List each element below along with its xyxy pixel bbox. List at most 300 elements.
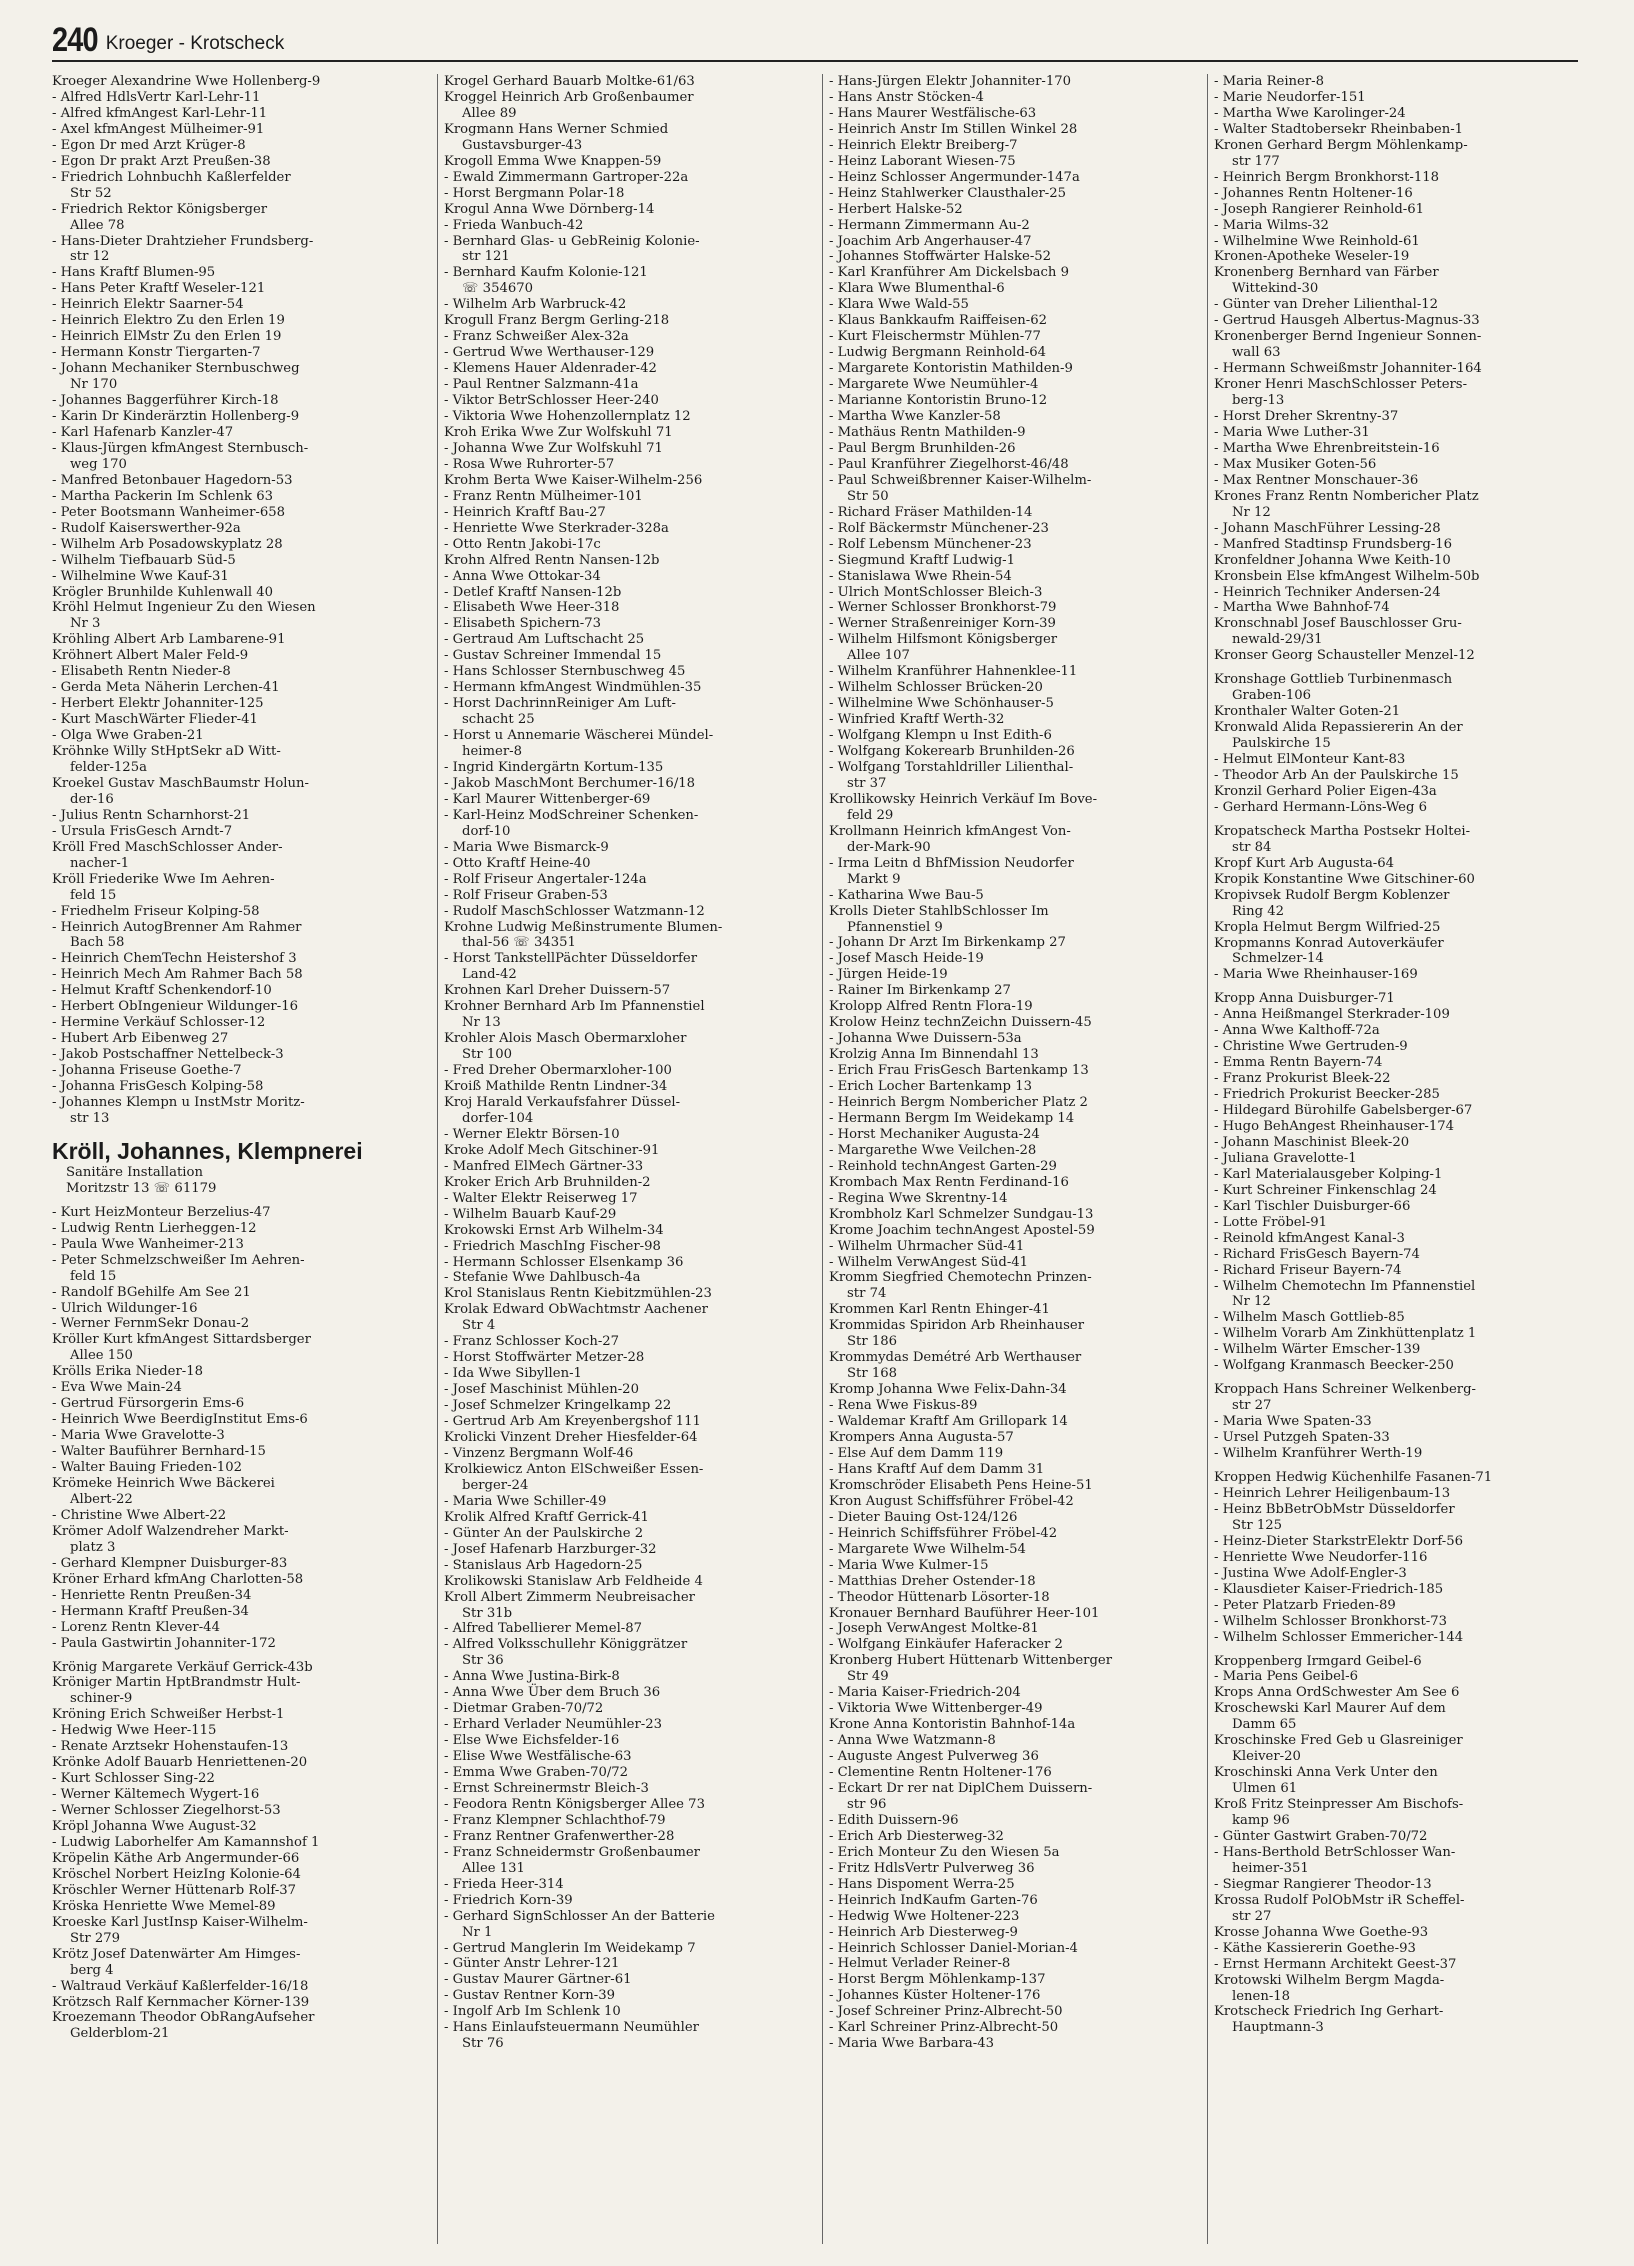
directory-entry: - Johanna Wwe Duissern-53a [829, 1031, 1022, 1047]
column-3 [822, 74, 1189, 2244]
directory-entry: - Jakob Postschaffner Nettelbeck-3 [52, 1047, 284, 1063]
directory-entry: Kröska Henriette Wwe Memel-89 [52, 1898, 276, 1914]
directory-entry: Str 76 [462, 2036, 504, 2052]
directory-entry: - Ernst Schreinermstr Bleich-3 [444, 1780, 649, 1796]
directory-entry: - Werner Elektr Börsen-10 [444, 1126, 620, 1142]
directory-entry: - Manfred ElMech Gärtner-33 [444, 1158, 644, 1174]
directory-entry: Pfannenstiel 9 [847, 919, 943, 935]
directory-entry: felder-125a [70, 759, 147, 775]
directory-entry: Str 31b [462, 1605, 513, 1621]
directory-entry: - Herbert Halske-52 [829, 201, 963, 217]
directory-entry: - Heinrich Elektro Zu den Erlen 19 [52, 313, 285, 329]
directory-entry: Kröning Erich Schweißer Herbst-1 [52, 1707, 285, 1723]
directory-entry: Markt 9 [847, 871, 901, 887]
directory-entry: Kroj Harald Verkaufsfahrer Düssel- [444, 1095, 681, 1110]
directory-entry: - Rolf Friseur Angertaler-124a [444, 871, 647, 887]
directory-entry: - Ingrid Kindergärtn Kortum-135 [444, 759, 664, 775]
directory-entry: Kromschröder Elisabeth Pens Heine-51 [829, 1477, 1093, 1493]
directory-entry: - Josef Maschinist Mühlen-20 [444, 1382, 639, 1398]
directory-entry: - Richard Friseur Bayern-74 [1214, 1262, 1402, 1278]
directory-entry: Graben-106 [1232, 688, 1312, 704]
directory-entry: - Martha Packerin Im Schlenk 63 [52, 488, 273, 504]
directory-entry: - Käthe Kassiererin Goethe-93 [1214, 1940, 1416, 1956]
directory-entry: - Franz Rentner Grafenwerther-28 [444, 1828, 675, 1844]
column-4 [1207, 74, 1574, 2244]
directory-entry: - Henriette Wwe Neudorfer-116 [1214, 1549, 1428, 1565]
directory-entry: - Wilhelm Hilfsmont Königsberger [829, 632, 1058, 648]
directory-entry: - Marianne Kontoristin Bruno-12 [829, 393, 1048, 409]
directory-entry: - Hans Einlaufsteuermann Neumühler [444, 2020, 699, 2036]
directory-entry: - Maria Wwe Schiller-49 [444, 1493, 607, 1509]
directory-entry: - Heinrich Techniker Andersen-24 [1214, 584, 1441, 600]
directory-entry: - Gerda Meta Näherin Lerchen-41 [52, 680, 280, 696]
directory-entry: - Juliana Gravelotte-1 [1214, 1150, 1357, 1166]
directory-entry: - Joseph VerwAngest Moltke-81 [829, 1621, 1039, 1637]
directory-entry: - Franz Klempner Schlachthof-79 [444, 1812, 666, 1828]
directory-entry: Krohm Berta Wwe Kaiser-Wilhelm-256 [444, 472, 703, 488]
directory-entry: Str 49 [847, 1669, 889, 1685]
directory-entry: feld 15 [70, 887, 117, 903]
directory-entry: - Karl Materialausgeber Kolping-1 [1214, 1166, 1443, 1182]
directory-entry: - Alfred Tabellierer Memel-87 [444, 1621, 643, 1637]
directory-entry: - Reinhold technAngest Garten-29 [829, 1158, 1057, 1174]
directory-entry: berger-24 [462, 1477, 529, 1493]
directory-entry: - Gerhard Hermann-Löns-Weg 6 [1214, 799, 1428, 815]
directory-entry: - Karl Maurer Wittenberger-69 [444, 791, 651, 807]
directory-entry: Kröhnke Willy StHptSekr aD Witt- [52, 744, 281, 760]
directory-entry: - Franz Schneidermstr Großenbaumer [444, 1844, 700, 1860]
directory-entry: - Hans Schlosser Sternbuschweg 45 [444, 664, 686, 680]
directory-columns [52, 74, 1578, 2244]
directory-entry: - Hans Peter Kraftf Weseler-121 [52, 281, 266, 297]
directory-entry: - Werner Straßenreiniger Korn-39 [829, 616, 1056, 632]
directory-entry: - Edith Duissern-96 [829, 1812, 959, 1828]
directory-entry: - Heinrich Schlosser Daniel-Morian-4 [829, 1940, 1078, 1956]
directory-entry: Kleiver-20 [1232, 1749, 1301, 1765]
directory-entry: Kronen-Apotheke Weseler-19 [1214, 249, 1410, 265]
directory-entry: Kroeske Karl JustInsp Kaiser-Wilhelm- [52, 1914, 308, 1930]
directory-entry: - Max Musiker Goten-56 [1214, 456, 1377, 472]
directory-entry: - Clementine Rentn Holtener-176 [829, 1765, 1052, 1781]
directory-entry: Krohne Ludwig Meßinstrumente Blumen- [444, 919, 723, 935]
directory-entry: Paulskirche 15 [1232, 736, 1331, 752]
directory-entry: - Ulrich MontSchlosser Bleich-3 [829, 584, 1043, 600]
directory-entry: - Heinrich Schiffsführer Fröbel-42 [829, 1525, 1058, 1541]
directory-entry: - Henriette Rentn Preußen-34 [52, 1587, 252, 1603]
directory-entry: Nr 13 [462, 1015, 501, 1031]
directory-entry: Kröschler Werner Hüttenarb Rolf-37 [52, 1882, 297, 1898]
directory-entry: - Viktoria Wwe Wittenberger-49 [829, 1701, 1043, 1717]
directory-entry: Kronthaler Walter Goten-21 [1214, 704, 1401, 720]
directory-entry: - Frieda Wanbuch-42 [444, 217, 584, 233]
directory-entry: Krogmann Hans Werner Schmied [444, 121, 669, 137]
ad-line-1: Sanitäre Installation [66, 1164, 203, 1180]
directory-entry: - Eckart Dr rer nat DiplChem Duissern- [829, 1780, 1093, 1796]
directory-entry: - Wolfgang Einkäufer Haferacker 2 [829, 1637, 1063, 1653]
directory-entry: - Viktoria Wwe Hohenzollernplatz 12 [444, 409, 691, 425]
directory-entry: Str 52 [70, 185, 112, 201]
directory-entry: Krölls Erika Nieder-18 [52, 1364, 204, 1380]
directory-entry: - Gertrud Hausgeh Albertus-Magnus-33 [1214, 313, 1480, 329]
directory-entry: - Friedhelm Friseur Kolping-58 [52, 903, 260, 919]
directory-entry: - Kurt Schlosser Sing-22 [52, 1771, 215, 1787]
directory-entry: - Matthias Dreher Ostender-18 [829, 1573, 1036, 1589]
directory-entry: - Karl Tischler Duisburger-66 [1214, 1198, 1411, 1214]
directory-entry: - Jürgen Heide-19 [829, 967, 948, 983]
directory-entry: - Josef Schmelzer Kringelkamp 22 [444, 1398, 672, 1414]
directory-entry: - Jakob MaschMont Berchumer-16/18 [444, 775, 696, 791]
directory-entry: - Josef Schreiner Prinz-Albrecht-50 [829, 2004, 1063, 2020]
directory-entry: Kroner Henri MaschSchlosser Peters- [1214, 377, 1468, 393]
directory-entry: Krolkiewicz Anton ElSchweißer Essen- [444, 1461, 704, 1477]
directory-entry: - Egon Dr med Arzt Krüger-8 [52, 137, 246, 153]
directory-entry: Nr 1 [462, 1924, 493, 1940]
directory-entry: - Erhard Verlader Neumühler-23 [444, 1717, 663, 1733]
directory-entry: - Rainer Im Birkenkamp 27 [829, 983, 1011, 999]
directory-entry: - Peter Platzarb Frieden-89 [1214, 1597, 1396, 1613]
directory-entry: Wittekind-30 [1232, 281, 1319, 297]
directory-entry: - Wilhelm Schlosser Brücken-20 [829, 680, 1043, 696]
directory-entry: - Wilhelm Arb Warbruck-42 [444, 297, 627, 313]
directory-entry: Kroker Erich Arb Bruhnilden-2 [444, 1174, 651, 1190]
directory-entry: Str 125 [1232, 1517, 1283, 1533]
directory-entry: - Regina Wwe Skrentny-14 [829, 1190, 1008, 1206]
directory-entry: str 74 [847, 1286, 887, 1302]
directory-entry: - Hermann Konstr Tiergarten-7 [52, 345, 261, 361]
directory-entry: - Johannes Stoffwärter Halske-52 [829, 249, 1052, 265]
directory-entry: Kröller Kurt kfmAngest Sittardsberger [52, 1332, 311, 1348]
directory-entry: wall 63 [1232, 345, 1281, 361]
directory-entry: - Wilhelm Kranführer Werth-19 [1214, 1446, 1423, 1462]
directory-entry: Krötzsch Ralf Kernmacher Körner-139 [52, 1994, 310, 2010]
directory-entry: Krone Anna Kontoristin Bahnhof-14a [829, 1717, 1076, 1733]
directory-entry: - Paul Rentner Salzmann-41a [444, 377, 639, 393]
directory-entry: - Olga Wwe Graben-21 [52, 728, 204, 744]
directory-entry: - Karl-Heinz ModSchreiner Schenken- [444, 807, 699, 823]
directory-entry: - Wolfgang Kranmasch Beecker-250 [1214, 1358, 1454, 1374]
directory-entry: - Joachim Arb Angerhauser-47 [829, 233, 1032, 249]
directory-entry: - Johanna Friseuse Goethe-7 [52, 1063, 242, 1079]
directory-entry: - Friedrich Prokurist Beecker-285 [1214, 1087, 1440, 1103]
directory-entry: Ring 42 [1232, 903, 1285, 919]
directory-entry: - Paul Schweißbrenner Kaiser-Wilhelm- [829, 472, 1092, 488]
directory-entry: Krogel Gerhard Bauarb Moltke-61/63 [444, 74, 695, 89]
directory-entry: Kroppen Hedwig Küchenhilfe Fasanen-71 [1214, 1470, 1493, 1486]
directory-entry: feld 15 [70, 1268, 117, 1284]
directory-entry: - Johann Mechaniker Sternbuschweg [52, 361, 300, 377]
directory-entry: Krome Joachim technAngest Apostel-59 [829, 1222, 1095, 1238]
directory-entry: - Gertrud Fürsorgerin Ems-6 [52, 1396, 245, 1412]
directory-entry: Allee 131 [462, 1860, 525, 1876]
directory-entry: - Else Wwe Eichsfelder-16 [444, 1733, 620, 1749]
directory-entry: Krohnen Karl Dreher Duissern-57 [444, 983, 671, 999]
directory-entry: - Otto Rentn Jakobi-17c [444, 536, 601, 552]
directory-entry: Kropik Konstantine Wwe Gitschiner-60 [1214, 871, 1475, 887]
directory-entry: Krogoll Emma Wwe Knappen-59 [444, 153, 662, 169]
directory-entry: Krögler Brunhilde Kuhlenwall 40 [52, 584, 274, 600]
directory-entry: Krolow Heinz technZeichn Duissern-45 [829, 1015, 1092, 1031]
directory-entry: - Hans Anstr Stöcken-4 [829, 89, 984, 105]
directory-entry: - Maria Wwe Kulmer-15 [829, 1557, 989, 1573]
directory-entry: heimer-351 [1232, 1860, 1309, 1876]
directory-entry: Krotowski Wilhelm Bergm Magda- [1214, 1972, 1445, 1988]
directory-entry: Kroh Erika Wwe Zur Wolfskuhl 71 [444, 424, 673, 440]
directory-entry: - Anna Wwe Ottokar-34 [444, 568, 601, 584]
directory-entry: - Anna Wwe Justina-Birk-8 [444, 1669, 620, 1685]
directory-entry: - Margarete Kontoristin Mathilden-9 [829, 361, 1073, 377]
ad-line-2: Moritzstr 13 ☏ 61179 [66, 1180, 217, 1196]
directory-entry: Kroggel Heinrich Arb Großenbaumer [444, 89, 694, 105]
directory-entry: - Gertrud Wwe Werthauser-129 [444, 345, 655, 361]
directory-entry: Krömeke Heinrich Wwe Bäckerei [52, 1476, 275, 1492]
directory-entry: - Kurt Schreiner Finkenschlag 24 [1214, 1182, 1437, 1198]
directory-entry: - Bernhard Glas- u GebReinig Kolonie- [444, 233, 700, 249]
directory-entry: - Heinrich Elektr Breiberg-7 [829, 137, 1018, 153]
directory-entry: - Irma Leitn d BhfMission Neudorfer [829, 855, 1074, 871]
directory-entry: Kröniger Martin HptBrandmstr Hult- [52, 1675, 301, 1691]
directory-entry: Land-42 [462, 967, 517, 983]
directory-entry: - Walter Stadtobersekr Rheinbaben-1 [1214, 121, 1464, 137]
directory-entry: Str 36 [462, 1653, 504, 1669]
directory-entry: newald-29/31 [1232, 632, 1323, 648]
directory-entry: - Hans Maurer Westfälische-63 [829, 105, 1037, 121]
directory-entry: Kronfeldner Johanna Wwe Keith-10 [1214, 552, 1451, 568]
directory-entry: - Anna Wwe Watzmann-8 [829, 1733, 996, 1749]
directory-entry: Nr 12 [1232, 1294, 1271, 1310]
directory-entry: - Heinrich IndKaufm Garten-76 [829, 1892, 1038, 1908]
directory-entry: - Gustav Maurer Gärtner-61 [444, 1972, 632, 1988]
directory-entry: - Wilhelm Tiefbauarb Süd-5 [52, 552, 236, 568]
directory-entry: - Klara Wwe Blumenthal-6 [829, 281, 1005, 297]
directory-entry: Kröll Fred MaschSchlosser Ander- [52, 839, 283, 855]
directory-entry: - Horst Bergmann Polar-18 [444, 185, 625, 201]
directory-entry: - Margarete Wwe Neumühler-4 [829, 377, 1039, 393]
page-header [52, 18, 1578, 62]
directory-entry: - Theodor Hüttenarb Lösorter-18 [829, 1589, 1050, 1605]
directory-entry: Krommen Karl Rentn Ehinger-41 [829, 1302, 1050, 1318]
directory-entry: - Heinrich ChemTechn Heistershof 3 [52, 951, 297, 967]
directory-entry: - Günter Anstr Lehrer-121 [444, 1956, 620, 1972]
directory-entry: - Hermann Schweißmstr Johanniter-164 [1214, 361, 1482, 377]
directory-entry: - Horst Bergm Möhlenkamp-137 [829, 1972, 1046, 1988]
directory-entry: - Franz Rentn Mülheimer-101 [444, 488, 643, 504]
directory-entry: Kronauer Bernhard Bauführer Heer-101 [829, 1605, 1100, 1621]
directory-entry: - Anna Wwe Kalthoff-72a [1214, 1023, 1380, 1039]
directory-entry: - Wilhelmine Wwe Reinhold-61 [1214, 233, 1420, 249]
directory-entry: berg 4 [70, 1962, 114, 1978]
directory-entry: Kronshage Gottlieb Turbinenmasch [1214, 672, 1453, 688]
directory-entry: - Wilhelm Masch Gottlieb-85 [1214, 1310, 1405, 1326]
directory-entry: Albert-22 [70, 1491, 133, 1507]
directory-entry: - Johann Dr Arzt Im Birkenkamp 27 [829, 935, 1066, 951]
directory-entry: - Erich Monteur Zu den Wiesen 5a [829, 1844, 1060, 1860]
directory-entry: - Manfred Betonbauer Hagedorn-53 [52, 472, 293, 488]
directory-entry: Kronwald Alida Repassiererin An der [1214, 720, 1463, 736]
directory-entry: Krotscheck Friedrich Ing Gerhart- [1214, 2004, 1444, 2020]
directory-entry: - Heinrich Lehrer Heiligenbaum-13 [1214, 1485, 1451, 1501]
directory-entry: feld 29 [847, 807, 894, 823]
directory-entry: Kröner Erhard kfmAng Charlotten-58 [52, 1571, 304, 1587]
directory-entry: Str 279 [70, 1930, 121, 1946]
directory-entry: - Johannes Baggerführer Kirch-18 [52, 393, 279, 409]
directory-entry: dorf-10 [462, 823, 511, 839]
directory-entry: - Rolf Lebensm Münchener-23 [829, 536, 1032, 552]
directory-entry: - Fritz HdlsVertr Pulverweg 36 [829, 1860, 1035, 1876]
directory-entry: - Margarethe Wwe Veilchen-28 [829, 1142, 1037, 1158]
directory-entry: Krops Anna OrdSchwester Am See 6 [1214, 1685, 1460, 1701]
directory-entry: - Emma Wwe Graben-70/72 [444, 1765, 629, 1781]
directory-entry: Kroiß Mathilde Rentn Lindner-34 [444, 1079, 668, 1095]
directory-entry: Kropla Helmut Bergm Wilfried-25 [1214, 919, 1441, 935]
directory-entry: Krohner Bernhard Arb Im Pfannenstiel [444, 999, 705, 1015]
directory-entry: - Werner Schlosser Ziegelhorst-53 [52, 1803, 281, 1819]
directory-entry: - Klemens Hauer Aldenrader-42 [444, 361, 657, 377]
directory-entry: Kroekel Gustav MaschBaumstr Holun- [52, 775, 309, 791]
directory-entry: Krossa Rudolf PolObMstr iR Scheffel- [1214, 1892, 1465, 1908]
directory-entry: - Hermann Kraftf Preußen-34 [52, 1603, 249, 1619]
directory-entry: - Ursula FrisGesch Arndt-7 [52, 823, 233, 839]
column-1 [52, 74, 412, 2244]
directory-entry: - Joseph Rangierer Reinhold-61 [1214, 201, 1425, 217]
directory-entry: berg-13 [1232, 393, 1285, 409]
directory-entry: - Stefanie Wwe Dahlbusch-4a [444, 1270, 641, 1286]
directory-entry: - Franz Schlosser Koch-27 [444, 1334, 620, 1350]
directory-entry: str 177 [1232, 153, 1280, 169]
directory-entry: heimer-8 [462, 744, 522, 760]
directory-entry: - Helmut ElMonteur Kant-83 [1214, 752, 1406, 768]
directory-entry: Allee 107 [847, 648, 910, 664]
directory-entry: Krol Stanislaus Rentn Kiebitzmühlen-23 [444, 1286, 712, 1302]
directory-entry: - Egon Dr prakt Arzt Preußen-38 [52, 153, 271, 169]
directory-entry: - Maria Wwe Luther-31 [1214, 424, 1370, 440]
directory-entry: Allee 89 [462, 105, 517, 121]
directory-entry: - Hans-Dieter Drahtzieher Frundsberg- [52, 233, 314, 249]
directory-entry: - Henriette Wwe Sterkrader-328a [444, 520, 669, 536]
directory-entry: - Hans Kraftf Auf dem Damm 31 [829, 1461, 1045, 1477]
directory-entry: - Wolfgang Kokerearb Brunhilden-26 [829, 744, 1075, 760]
directory-entry: - Waltraud Verkäuf Kaßlerfelder-16/18 [52, 1978, 309, 1994]
directory-entry: - Kurt MaschWärter Flieder-41 [52, 712, 258, 728]
directory-entry: Gelderblom-21 [70, 2026, 170, 2042]
directory-entry: - Wilhelm VerwAngest Süd-41 [829, 1254, 1029, 1270]
directory-entry: - Lorenz Rentn Klever-44 [52, 1619, 220, 1635]
directory-entry: Kroschinske Fred Geb u Glasreiniger [1214, 1733, 1463, 1749]
directory-entry: Krönig Margarete Verkäuf Gerrick-43b [52, 1659, 313, 1675]
directory-entry: Krokowski Ernst Arb Wilhelm-34 [444, 1222, 664, 1238]
directory-entry: Kron August Schiffsführer Fröbel-42 [829, 1493, 1074, 1509]
directory-entry: - Maria Kaiser-Friedrich-204 [829, 1685, 1021, 1701]
directory-entry: - Helmut Kraftf Schenkendorf-10 [52, 983, 272, 999]
directory-entry: - Wilhelm Schlosser Bronkhorst-73 [1214, 1613, 1447, 1629]
directory-entry: - Johannes Küster Holtener-176 [829, 1988, 1041, 2004]
directory-entry: - Alfred kfmAngest Karl-Lehr-11 [52, 105, 268, 121]
directory-entry: - Randolf BGehilfe Am See 21 [52, 1284, 251, 1300]
directory-entry: - Rosa Wwe Ruhrorter-57 [444, 456, 615, 472]
directory-entry: Kröhling Albert Arb Lambarene-91 [52, 632, 286, 648]
directory-entry: - Winfried Kraftf Werth-32 [829, 712, 1005, 728]
directory-entry: - Marie Neudorfer-151 [1214, 89, 1366, 105]
directory-entry: - Erich Frau FrisGesch Bartenkamp 13 [829, 1063, 1089, 1079]
directory-entry: - Anna Wwe Über dem Bruch 36 [444, 1685, 661, 1701]
directory-entry: - Herbert ObIngenieur Wildunger-16 [52, 999, 298, 1015]
directory-entry: Gustavsburger-43 [462, 137, 583, 153]
directory-entry: - Frieda Heer-314 [444, 1876, 564, 1892]
directory-entry: - Heinz Schlosser Angermunder-147a [829, 169, 1080, 185]
directory-entry: - Waldemar Kraftf Am Grillopark 14 [829, 1414, 1068, 1430]
directory-entry: - Heinrich Anstr Im Stillen Winkel 28 [829, 121, 1078, 137]
directory-entry: - Wilhelm Schlosser Emmericher-144 [1214, 1629, 1464, 1645]
directory-entry: Krombholz Karl Schmelzer Sundgau-13 [829, 1206, 1094, 1222]
directory-entry: - Karl Hafenarb Kanzler-47 [52, 424, 234, 440]
directory-entry: - Maria Wilms-32 [1214, 217, 1329, 233]
directory-entry: - Günter Gastwirt Graben-70/72 [1214, 1828, 1428, 1844]
directory-entry: - Heinrich Elektr Saarner-54 [52, 297, 244, 313]
directory-entry: - Horst Dreher Skrentny-37 [1214, 409, 1399, 425]
directory-entry: - Karl Kranführer Am Dickelsbach 9 [829, 265, 1070, 281]
directory-entry: Kronberg Hubert Hüttenarb Wittenberger [829, 1653, 1113, 1669]
directory-entry: - Hans-Berthold BetrSchlosser Wan- [1214, 1844, 1456, 1860]
directory-entry: - Heinz Laborant Wiesen-75 [829, 153, 1016, 169]
directory-entry: str 84 [1232, 839, 1272, 855]
directory-entry: - Kurt Fleischermstr Mühlen-77 [829, 329, 1041, 345]
directory-entry: Kronenberger Bernd Ingenieur Sonnen- [1214, 329, 1482, 345]
directory-entry: - Richard Fräser Mathilden-14 [829, 504, 1033, 520]
directory-entry: - Hermann Zimmermann Au-2 [829, 217, 1030, 233]
directory-entry: Nr 170 [70, 377, 118, 393]
directory-entry: Kropp Anna Duisburger-71 [1214, 991, 1395, 1007]
directory-entry: der-16 [70, 791, 114, 807]
directory-entry: - Ida Wwe Sibyllen-1 [444, 1366, 582, 1382]
directory-entry: - Karin Dr Kinderärztin Hollenberg-9 [52, 409, 300, 425]
directory-entry: - Karl Schreiner Prinz-Albrecht-50 [829, 2020, 1059, 2036]
directory-entry: - Martha Wwe Ehrenbreitstein-16 [1214, 440, 1440, 456]
directory-entry: - Christine Wwe Albert-22 [52, 1507, 227, 1523]
directory-entry: - Hermann kfmAngest Windmühlen-35 [444, 680, 702, 696]
directory-entry: - Manfred Stadtinsp Frundsberg-16 [1214, 536, 1453, 552]
directory-entry: - Bernhard Kaufm Kolonie-121 [444, 265, 648, 281]
directory-entry: - Maria Reiner-8 [1214, 74, 1324, 89]
directory-entry: - Dietmar Graben-70/72 [444, 1701, 604, 1717]
directory-entry: Kropivsek Rudolf Bergm Koblenzer [1214, 887, 1450, 903]
directory-entry: weg 170 [70, 456, 127, 472]
directory-entry: - Elisabeth Rentn Nieder-8 [52, 664, 231, 680]
directory-entry: - Hans-Jürgen Elektr Johanniter-170 [829, 74, 1071, 89]
directory-entry: - Horst TankstellPächter Düsseldorfer [444, 951, 697, 967]
directory-entry: - Johanna Wwe Zur Wolfskuhl 71 [444, 440, 663, 456]
directory-entry: Kroeger Alexandrine Wwe Hollenberg-9 [52, 74, 321, 89]
directory-entry: - Wilhelm Arb Posadowskyplatz 28 [52, 536, 283, 552]
directory-entry: - Friedrich Korn-39 [444, 1892, 573, 1908]
directory-entry: Kröpl Johanna Wwe August-32 [52, 1819, 257, 1835]
directory-entry: - Viktor BetrSchlosser Heer-240 [444, 393, 659, 409]
directory-entry: Bach 58 [70, 935, 125, 951]
directory-entry: - Otto Kraftf Heine-40 [444, 855, 591, 871]
directory-entry: - Horst u Annemarie Wäscherei Mündel- [444, 728, 714, 744]
directory-entry: - Walter Bauführer Bernhard-15 [52, 1444, 266, 1460]
directory-entry: Str 168 [847, 1366, 898, 1382]
directory-entry: - Heinrich Mech Am Rahmer Bach 58 [52, 967, 303, 983]
directory-entry: - Heinrich Wwe BeerdigInstitut Ems-6 [52, 1412, 308, 1428]
directory-entry: - Alfred Volksschullehr Königgrätzer [444, 1637, 688, 1653]
directory-entry: str 13 [70, 1110, 110, 1126]
directory-entry: - Heinrich Kraftf Bau-27 [444, 504, 606, 520]
directory-entry: - Werner Schlosser Bronkhorst-79 [829, 600, 1057, 616]
directory-entry: - Franz Schweißer Alex-32a [444, 329, 629, 345]
directory-entry: - Günter van Dreher Lilienthal-12 [1214, 297, 1439, 313]
directory-entry: kamp 96 [1232, 1813, 1290, 1829]
directory-entry: - Klausdieter Kaiser-Friedrich-185 [1214, 1581, 1444, 1597]
directory-entry: - Richard FrisGesch Bayern-74 [1214, 1246, 1420, 1262]
